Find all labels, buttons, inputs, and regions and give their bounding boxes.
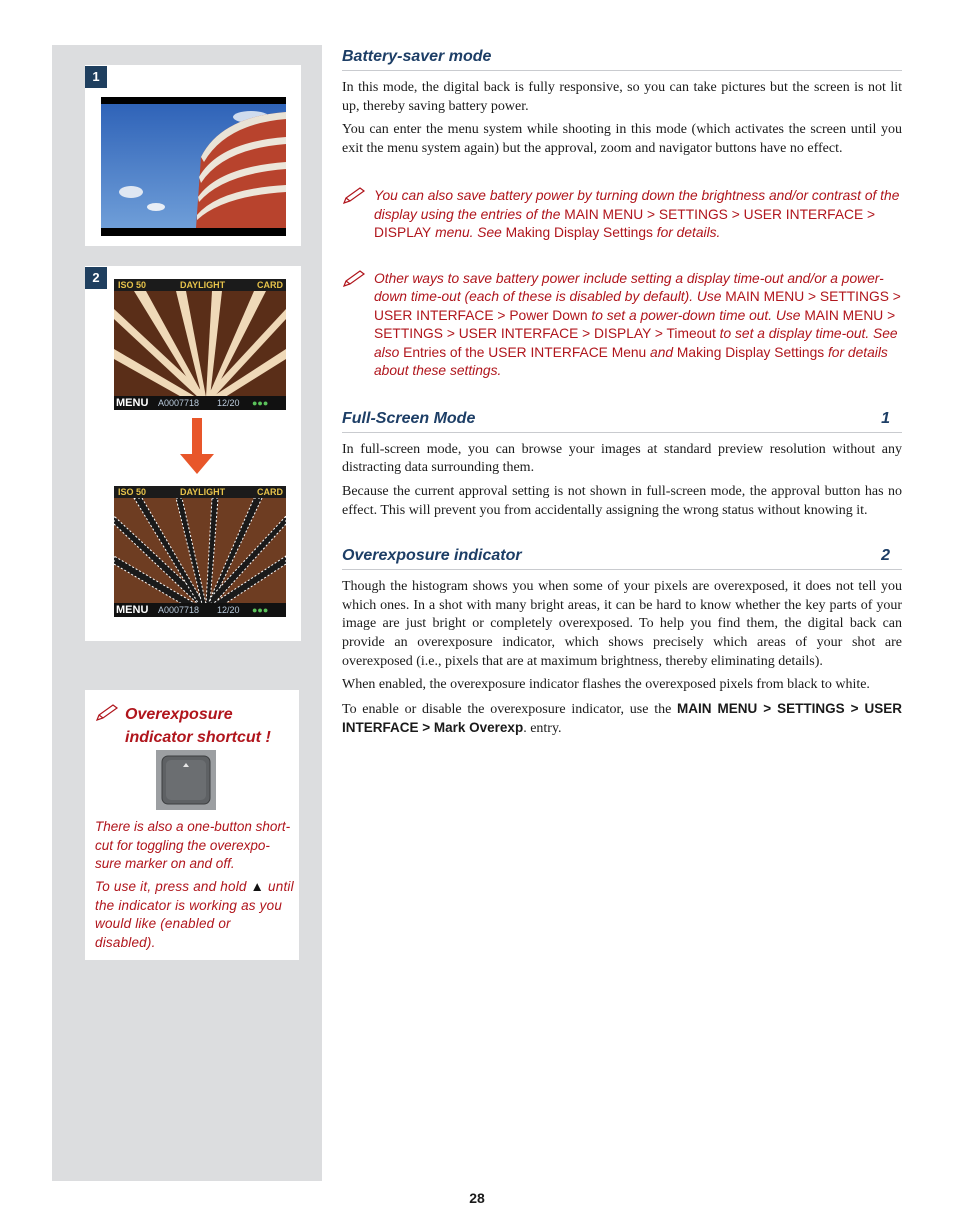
filename-label-2: A0007718 (158, 605, 200, 615)
main-content (342, 46, 902, 744)
counter-label-2: 12/20 (217, 605, 240, 615)
wood-slats-overexposed-photo (114, 486, 286, 617)
pencil-icon (95, 704, 119, 722)
overexposure-p3-after: . entry. (523, 721, 562, 737)
tip-text-2-after: until the indicator is working as you would like (enabled or disabled). (95, 879, 294, 950)
note1-menu-path: MAIN MENU > SETTINGS > USER INTERFACE > DISPLAY (374, 206, 876, 241)
full-screen-p1: In full-screen mode, you can browse your images at standard preview resolution without any distracting data surrounding them. (342, 441, 902, 476)
up-arrow-button-icon (156, 750, 216, 810)
status-dots-icon-2: ●●● (252, 605, 269, 615)
note2-c: to set a power-down time out. Use (587, 307, 805, 323)
figure-1-badge: 1 (85, 66, 107, 88)
note2-power-down-path: MAIN MENU > SETTINGS > USER INTERFACE > Power Down (374, 289, 901, 323)
battery-note-2 (342, 270, 902, 381)
full-screen-p2: Because the current approval setting is not shown in full-screen mode, the approval button has no effect. This will prevent you from accidentally assigning the wrong status without knowing it. (342, 484, 902, 518)
note2-g: and (646, 344, 677, 360)
iso-label: ISO 50 (118, 280, 147, 290)
storage-label-2: CARD (257, 487, 283, 497)
down-arrow-icon (180, 418, 214, 474)
note2-timeout-path: MAIN MENU > SETTINGS > USER INTERFACE > DISPLAY > Timeout (374, 307, 896, 342)
camera-top-bar (114, 279, 286, 291)
iso-label-2: ISO 50 (118, 487, 147, 497)
overexposure-heading (342, 545, 902, 570)
battery-saver-p1: In this mode, the digital back is fully responsive, so you can take pictures but the screen is not lit up, thereby saving battery power. (342, 80, 902, 114)
overexposure-p3 (342, 700, 902, 739)
note1-c: menu. See (431, 225, 506, 241)
overexposure-p2: When enabled, the overexposure indicator flashes the overexposed pixels from black to white. (342, 677, 870, 693)
battery-saver-p2: You can enter the menu system while shooting in this mode (which activates the screen until you exit the menu system again) but the approval, zoom and navigator buttons have no effect. (342, 122, 902, 156)
pencil-icon (342, 270, 366, 288)
status-dots-icon: ●●● (252, 398, 269, 408)
up-triangle-icon: ▲ (250, 879, 265, 894)
camera-screen-overexposed (114, 486, 286, 617)
counter-label: 12/20 (217, 398, 240, 408)
note1-a: You can also save battery power by turning down the brightness and/or contrast of the display using the entries of the (374, 188, 900, 222)
overexposure-p1: Though the histogram shows you when some of your pixels are overexposed, it does not tell you which ones. In a shot with many bright areas, it can be hard to know whether the key parts of your image are just bright or completely overexposed. To help you find them, the digital back can provide an overexposure indicator, which shows precisely which areas of your shot are overexposed (i.e., pixels that are at maximum brightness, thereby eliminating details). (342, 579, 902, 669)
tip-title: Overexposure indicator shortcut ! (125, 706, 271, 746)
wood-slats-photo (114, 279, 286, 410)
camera-top-bar-2 (114, 486, 286, 498)
note2-e: to set a display time-out. See also (374, 326, 898, 360)
wb-label: DAYLIGHT (180, 280, 226, 290)
camera-screen-normal (114, 279, 286, 410)
full-screen-figure-ref: 1 (881, 409, 890, 427)
note2-i: for details about these settings. (374, 344, 888, 379)
storage-label: CARD (257, 280, 283, 290)
battery-note-1 (342, 187, 902, 243)
camera-bottom-bar-2 (114, 603, 286, 617)
full-screen-heading-text: Full-Screen Mode (342, 409, 476, 427)
up-button-photo (156, 750, 216, 810)
figure-1-photo (101, 97, 286, 236)
shortcut-tip-box (85, 690, 299, 960)
note1-e: for details. (652, 225, 721, 241)
note1-ref: Making Display Settings (505, 225, 653, 241)
note2-a: Other ways to save battery power include setting a display time-out and/or a power-down time-out (each of these is disabled by default). Use (374, 270, 884, 305)
menu-label: MENU (116, 397, 149, 409)
tip-text-2 (95, 878, 295, 952)
mark-overexp-menu-path: MAIN MENU > SETTINGS > USER INTERFACE > Mark Overexp (342, 700, 903, 736)
overexposure-heading-text: Overexposure indicator (342, 547, 522, 565)
note2-ref-entries: Entries of the USER INTERFACE Menu (403, 344, 647, 360)
wb-label-2: DAYLIGHT (180, 487, 226, 497)
menu-label-2: MENU (116, 604, 149, 616)
camera-bottom-bar (114, 396, 286, 410)
pencil-icon (342, 187, 366, 205)
note2-ref-display: Making Display Settings (676, 344, 825, 360)
page-number: 28 (469, 1190, 485, 1206)
filename-label: A0007718 (158, 398, 200, 408)
overexposure-p3-before: To enable or disable the overexposure indicator, use the (342, 701, 678, 717)
overexposure-figure-ref: 2 (881, 547, 890, 565)
battery-saver-heading (342, 46, 902, 71)
tip-text-1: There is also a one-button short-cut for toggling the overexpo-sure marker on and off. (95, 819, 291, 871)
tip-text-2-before: To use it, press and hold (95, 879, 251, 894)
figure-2-badge: 2 (85, 267, 107, 289)
building-photo (101, 97, 286, 236)
battery-saver-heading-text: Battery-saver mode (342, 48, 492, 65)
full-screen-heading (342, 408, 902, 433)
